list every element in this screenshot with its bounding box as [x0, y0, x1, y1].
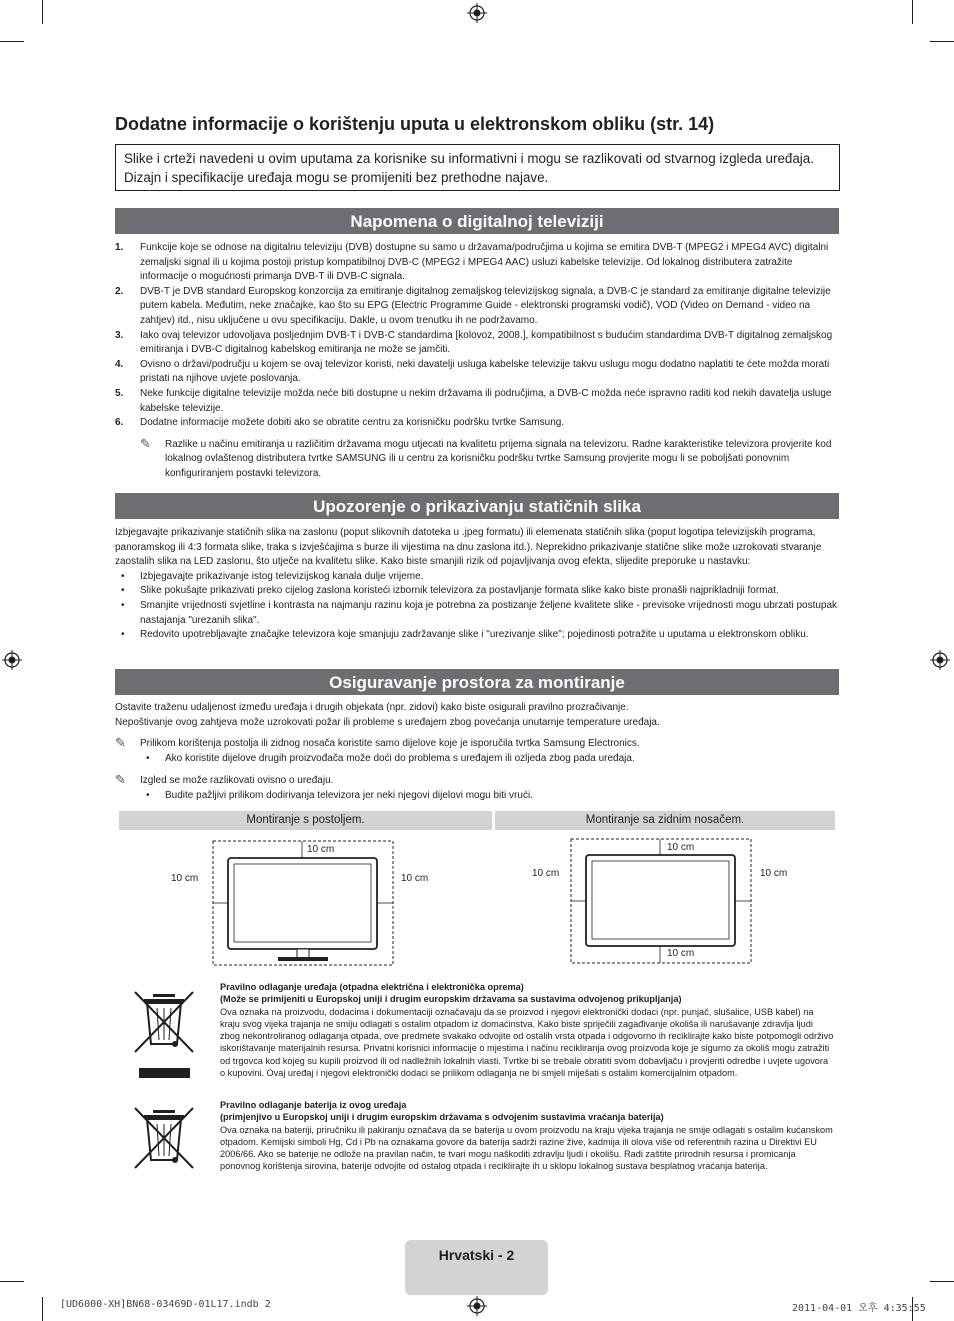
list-item: • Ako koristite dijelove drugih proizvođača može doći do problema s uređajem ili ozljeda zbog pada uređaja. — [140, 752, 839, 767]
static-images-content — [115, 526, 839, 643]
list-item: 3. Iako ovaj televizor udovoljava posljednjim DVB-T i DVB-C standardima [kolovoz, 2008.], kompatibilnost s budućim standardima DVB-T digitalnog zemaljskog emitiranja i DVB-C digitalnog kabelskog emitiranja ne može se jamčiti. — [115, 329, 833, 356]
page-title: Dodatne informacije o korištenju uputa u elektronskom obliku (str. 14) — [115, 114, 715, 134]
crop-mark — [42, 0, 43, 24]
list-item: 1. Funkcije koje se odnose na digitalnu televiziju (DVB) dostupne su samo u državama/područjima u kojima se emitira DVB-T (MPEG2 i MPEG4 AVC) digitalni zemaljski signal ili u kojima postoji pristup kompatibilnoj DVB-C (MPEG2 i MPEG4 AAC) usluzi kabelske televizije. Od lokalnog distributera zatražite informacije o mogućnosti primanja DVB-T ili DVB-C signala. — [115, 242, 829, 283]
battery-subtitle: (primjenjivo u Europskoj uniji i drugim europskim državama s odvojenim sustavima vraćanja baterija) — [220, 1112, 664, 1123]
footer-timestamp: 2011-04-01 오후 4:35:55 — [792, 1303, 926, 1314]
digital-tv-content — [115, 241, 839, 482]
static-intro: Izbjegavajte prikazivanje statičnih slika na zaslonu (poput slikovnih datoteka u .jpeg formatu) ili elemenata statičnih slika (poput logotipa televizijskih programa, panoramskog ili 4:3 formata slike, traka s izvješćajima s burze ili vijestima na dnu zaslona itd.). Neprekidno prikazivanje statične slike može uzrokovati stvaranje zaostalih slika na LED zaslonu, što utječe na kvalitetu slike. Kako biste smanjili rizik od pojavljivanja ovog efekta, slijedite preporuke u nastavku: — [115, 527, 822, 568]
crop-mark — [930, 1281, 954, 1282]
weee-disposal-text — [220, 981, 834, 1079]
page-number: Hrvatski - 2 — [405, 1240, 548, 1295]
list-item: 4. Ovisno o državi/području u kojem se ovaj televizor koristi, neki davatelji usluga kabelske televizije takvu uslugu mogu dodatno naplatiti te ćete možda morati pristati na njihove uvjete poslovanja. — [115, 358, 830, 385]
clearance-label: 10 cm — [667, 948, 695, 959]
clearance-label: 10 cm — [171, 873, 199, 884]
list-item: • Budite pažljivi prilikom dodirivanja televizora jer neki njegovi dijelovi mogu biti vrući. — [140, 789, 839, 804]
crop-mark — [912, 0, 913, 24]
weee-body: Ova oznaka na proizvodu, dodacima i dokumentaciji označavaju da se proizvod i njegovi elektronički dodaci (npr. punjač, slušalice, USB kabel) na kraju svog vijeka trajanja ne smiju odlagati s ostalim otpadom iz domaćinstva. Kako biste spriječili zagađivanje okoliša ili narušavanje zdravlja ljudi zbog nekontroliranog odlaganja otpada, ove predmete svakako odvojite od ostalih vrsta otpada i odgovorno ih reciklirajte kako biste potpomogli održivo iskorištavanje materijalnih resursa. Privatni korisnici informacije o mjestima i načinu recikliranja ovog proizvoda koje je sigurno za okoliš mogu zatražiti od trgovca kod kojeg su kupili proizvod ili od nadležnih lokalnih vlasti. Tvrtke bi se trebale obratiti svom dobavljaču i provjeriti odredbe i uvjete ugovora o kupovini. Ovaj uređaj i njegovi elektronički dodaci se prilikom odlaganja ne bi smjeli miješati s ostalim komercijalnim otpadom. — [220, 1006, 834, 1079]
note: ✎ Izgled se može razlikovati ovisno o uređaju. — [115, 772, 334, 788]
mounting-intro-1: Ostavite traženu udaljenost između uređaja i drugih objekata (npr. zidovi) kako biste osigurali pravilno prozračivanje. — [115, 702, 629, 713]
section-title-static: Upozorenje o prikazivanju statičnih slika — [115, 493, 839, 519]
list-item: 2. DVB-T je DVB standard Europskog konzorcija za emitiranje digitalnog zemaljskog televizijskog signala, a DVB-C je standard za emitiranje digitalne televizije putem kabela. Međutim, neke značajke, kao što su EPG (Electric Programme Guide - elektronski programski vodič), VOD (Video on Demand - video na zahtjev) itd., nisu uključene u ovu specifikaciju. Dakle, u ovom trenutku ih ne podržavamo. — [115, 285, 831, 326]
crop-mark — [0, 1281, 24, 1282]
battery-disposal-text — [220, 1099, 834, 1173]
list-item: • Izbjegavajte prikazivanje istog televizijskog kanala dulje vrijeme. — [115, 570, 839, 585]
weee-subtitle: (Može se primijeniti u Europskoj uniji i drugim europskim državama sa sustavima odvojenog prikupljanja) — [220, 994, 682, 1005]
diagram-title-stand: Montiranje s postoljem. — [119, 811, 492, 830]
clearance-label: 10 cm — [401, 873, 429, 884]
list-item: • Redovito upotrebljavajte značajke televizora koje smanjuju zadržavanje slike i "urezivanje slike"; pojedinosti potražite u uputama u elektronskom obliku. — [115, 628, 839, 643]
info-box: Slike i crteži navedeni u ovim uputama za korisnike su informativni i mogu se razlikovati od stvarnog izgleda uređaja. Dizajn i specifikacije uređaja mogu se promijeniti bez prethodne najave. — [115, 144, 840, 191]
clearance-label: 10 cm — [667, 842, 695, 853]
list-item: 5. Neke funkcije digitalne televizije možda neće biti dostupne u nekim državama ili područjima, a DVB-C možda neće ispravno raditi kod nekih davatelja usluge kabelske televizije. — [115, 387, 832, 414]
diagram-title-wall: Montiranje sa zidnim nosačem. — [495, 811, 835, 830]
registration-mark-icon — [467, 1296, 487, 1316]
list-item: • Slike pokušajte prikazivati preko cijelog zaslona koristeći izbornik televizora za postavljanje formata slike kako biste pronašli najprikladniji format. — [115, 584, 839, 599]
section-title-digital: Napomena o digitalnoj televiziji — [115, 208, 839, 234]
battery-body: Ova oznaka na bateriji, priručniku ili pakiranju označava da se baterija u ovom proizvodu na kraju vijeka trajanja ne smije odlagati s ostalim kućanskom otpadom. Kemijski simboli Hg, Cd i Pb na oznakama govore da baterija sadrži razine žive, kadmija ili olova više od referentnih razina u Direktivi EU 2006/66. Ako se baterije ne odlože na pravilan način, te tvari mogu naškoditi zdravlju ljudi i okolišu. Radi zaštite prirodnih resursa i promicanja ponovnog korištenja sirovina, baterije odvojite od ostalog otpada i reciklirajte ih u sklopu lokalnog sustava besplatnog vraćanja baterija. — [220, 1124, 833, 1172]
clearance-label: 10 cm — [532, 868, 560, 879]
pencil-note-icon: ✎ — [115, 772, 126, 788]
crop-mark — [42, 1297, 43, 1321]
clearance-label: 10 cm — [307, 844, 335, 855]
crop-mark — [0, 41, 24, 42]
pencil-note-icon: ✎ — [115, 735, 126, 751]
footer-file-info: [UD6000-XH]BN68-03469D-01L17.indb 2 — [60, 1299, 271, 1310]
registration-mark-icon — [2, 650, 22, 670]
wall-mount-diagram — [560, 835, 770, 970]
note: ✎ Razlike u načinu emitiranja u različitim državama mogu utjecati na kvalitetu prijema signala na televizoru. Radne karakteristike televizora provjerite kod lokalnog ovlaštenog distributera tvrtke SAMSUNG ili u centru za korisničku podršku tvrtke Samsung provjerite mogu li se poboljšati ponovnim konfiguriranjem postavki televizora. — [140, 435, 832, 479]
list-item: • Smanjite vrijednosti svjetline i kontrasta na najmanju razinu koja je potrebna za postizanje željene kvalitete slike - previsoke vrijednosti mogu ubrzati postupak nastajanja "urezanih slika". — [115, 599, 839, 628]
crossed-bin-icon — [131, 986, 199, 1080]
note: ✎ Prilikom korištenja postolja ili zidnog nosača koristite samo dijelove koje je isporučila tvrtka Samsung Electronics. — [115, 735, 640, 751]
registration-mark-icon — [467, 3, 487, 23]
list-item: 6. Dodatne informacije možete dobiti ako se obratite centru za korisničku podršku tvrtke Samsung. — [115, 417, 565, 429]
crossed-battery-bin-icon — [131, 1102, 199, 1178]
weee-title: Pravilno odlaganje uređaja (otpadna električna i elektronička oprema) — [220, 982, 524, 992]
registration-mark-icon — [930, 650, 950, 670]
section-title-mounting: Osiguravanje prostora za montiranje — [115, 669, 839, 695]
crop-mark — [930, 41, 954, 42]
pencil-note-icon: ✎ — [140, 435, 151, 451]
mounting-content — [115, 701, 839, 804]
mounting-intro-2: Nepoštivanje ovog zahtjeva može uzrokovati požar ili probleme s uređajem zbog povećanja unutarnje temperature uređaja. — [115, 716, 660, 728]
battery-title: Pravilno odlaganje baterija iz ovog uređaja — [220, 1100, 407, 1110]
stand-mount-diagram — [160, 835, 450, 970]
clearance-label: 10 cm — [760, 868, 788, 879]
